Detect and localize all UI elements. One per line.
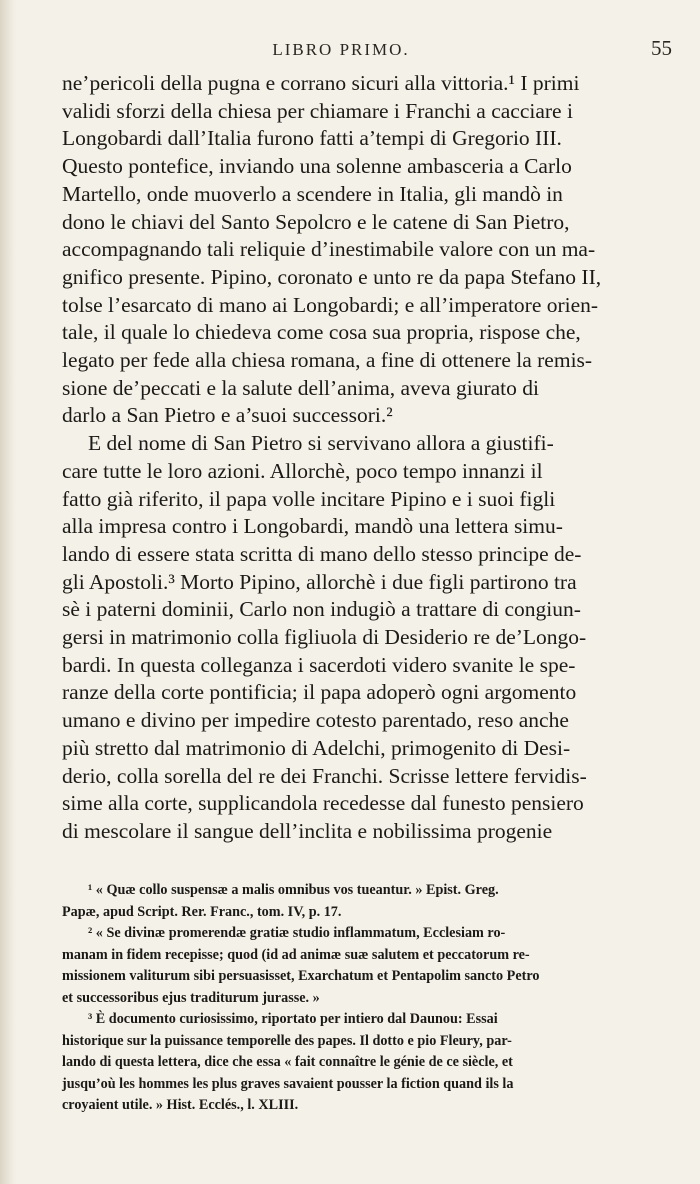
text-line: gersi in matrimonio colla figliuola di Desiderio re de’Longo-	[62, 625, 587, 650]
footnote-3-line: lando di questa lettera, dice che essa « fait connaître le génie de ce siècle, et	[62, 1054, 513, 1070]
text-line: darlo a San Pietro e a’suoi successori.²	[62, 403, 393, 428]
page-header	[62, 36, 672, 64]
footnote-3-line: historique sur la puissance temporelle des papes. Il dotto e pio Fleury, par-	[62, 1032, 512, 1049]
text-line: Questo pontefice, inviando una solenne ambasceria a Carlo	[62, 154, 572, 179]
page-binding-edge	[0, 0, 16, 1184]
text-line: care tutte le loro azioni. Allorchè, poco tempo innanzi il	[62, 458, 543, 483]
running-title: LIBRO PRIMO.	[272, 40, 410, 59]
text-line: dono le chiavi del Santo Sepolcro e le catene di San Pietro,	[62, 209, 570, 234]
text-line: umano e divino per impedire cotesto parentado, reso anche	[62, 708, 569, 733]
footnote-1-line: Papæ, apud Script. Rer. Franc., tom. IV, p. 17.	[62, 903, 342, 920]
text-line: bardi. In questa colleganza i sacerdoti videro svanite le spe-	[62, 652, 576, 677]
footnote-2-line: missionem valiturum sibi persuasisset, Exarchatum et Pentapolim sancto Petro	[62, 968, 540, 984]
text-line: fatto già riferito, il papa volle incitare Pipino e i suoi figli	[62, 486, 556, 511]
text-line: sione de’peccati e la salute dell’anima, aveva giurato di	[62, 375, 539, 400]
text-line: sime alla corte, supplicandola recedesse dal funesto pensiero	[62, 791, 584, 816]
text-line: validi sforzi della chiesa per chiamare i Franchi a cacciare i	[62, 98, 573, 123]
footnote-3-line: croyaient utile. » Hist. Ecclés., l. XLIII.	[62, 1097, 299, 1113]
footnotes	[62, 880, 692, 1117]
footnote-2-line: manam in fidem recepisse; quod (id ad animæ suæ salutem et peccatorum re-	[62, 946, 530, 963]
text-line: sè i paterni dominii, Carlo non indugiò a trattare di congiun-	[62, 597, 581, 622]
footnote-3-line: ³ È documento curiosissimo, riportato per intiero dal Daunou: Essai	[88, 1011, 498, 1027]
text-line: tale, il quale lo chiedeva come cosa sua propria, rispose che,	[62, 320, 581, 345]
footnote-2-line: ² « Se divinæ promerendæ gratiæ studio inflammatum, Ecclesiam ro-	[88, 925, 506, 941]
text-line: gli Apostoli.³ Morto Pipino, allorchè i due figli partirono tra	[62, 569, 577, 594]
text-line: alla impresa contro i Longobardi, mandò una lettera simu-	[62, 514, 563, 539]
text-line: di mescolare il sangue dell’inclita e nobilissima progenie	[62, 818, 553, 843]
page-number: 55	[651, 36, 672, 60]
main-text	[62, 70, 694, 846]
text-line: ranze della corte pontificia; il papa adoperò ogni argomento	[62, 680, 577, 705]
text-line: più stretto dal matrimonio di Adelchi, primogenito di Desi-	[62, 735, 571, 760]
text-line: legato per fede alla chiesa romana, a fine di ottenere la remis-	[62, 348, 593, 373]
footnote-2-line: et successoribus ejus traditurum jurasse. »	[62, 989, 320, 1006]
text-line: Longobardi dall’Italia furono fatti a’tempi di Gregorio III.	[62, 126, 562, 151]
text-line: derio, colla sorella del re dei Franchi. Scrisse lettere fervidis-	[62, 763, 587, 788]
footnote-1-line: ¹ « Quæ collo suspensæ a malis omnibus vos tueantur. » Epist. Greg.	[88, 882, 499, 898]
text-line: tolse l’esarcato di mano ai Longobardi; e all’imperatore orien-	[62, 292, 599, 317]
text-line: accompagnando tali reliquie d’inestimabile valore con un ma-	[62, 237, 596, 262]
text-line: ne’pericoli della pugna e corrano sicuri alla vittoria.¹ I primi	[62, 71, 580, 95]
paragraph-start-line: E del nome di San Pietro si servivano allora a giustifi-	[88, 431, 554, 456]
text-line: gnifico presente. Pipino, coronato e unto re da papa Stefano II,	[62, 264, 602, 289]
text-line: lando di essere stata scritta di mano dello stesso principe de-	[62, 541, 582, 566]
text-line: Martello, onde muoverlo a scendere in Italia, gli mandò in	[62, 181, 563, 206]
footnote-3-line: jusqu’où les hommes les plus graves savaient pousser la fiction quand ils la	[62, 1075, 514, 1092]
